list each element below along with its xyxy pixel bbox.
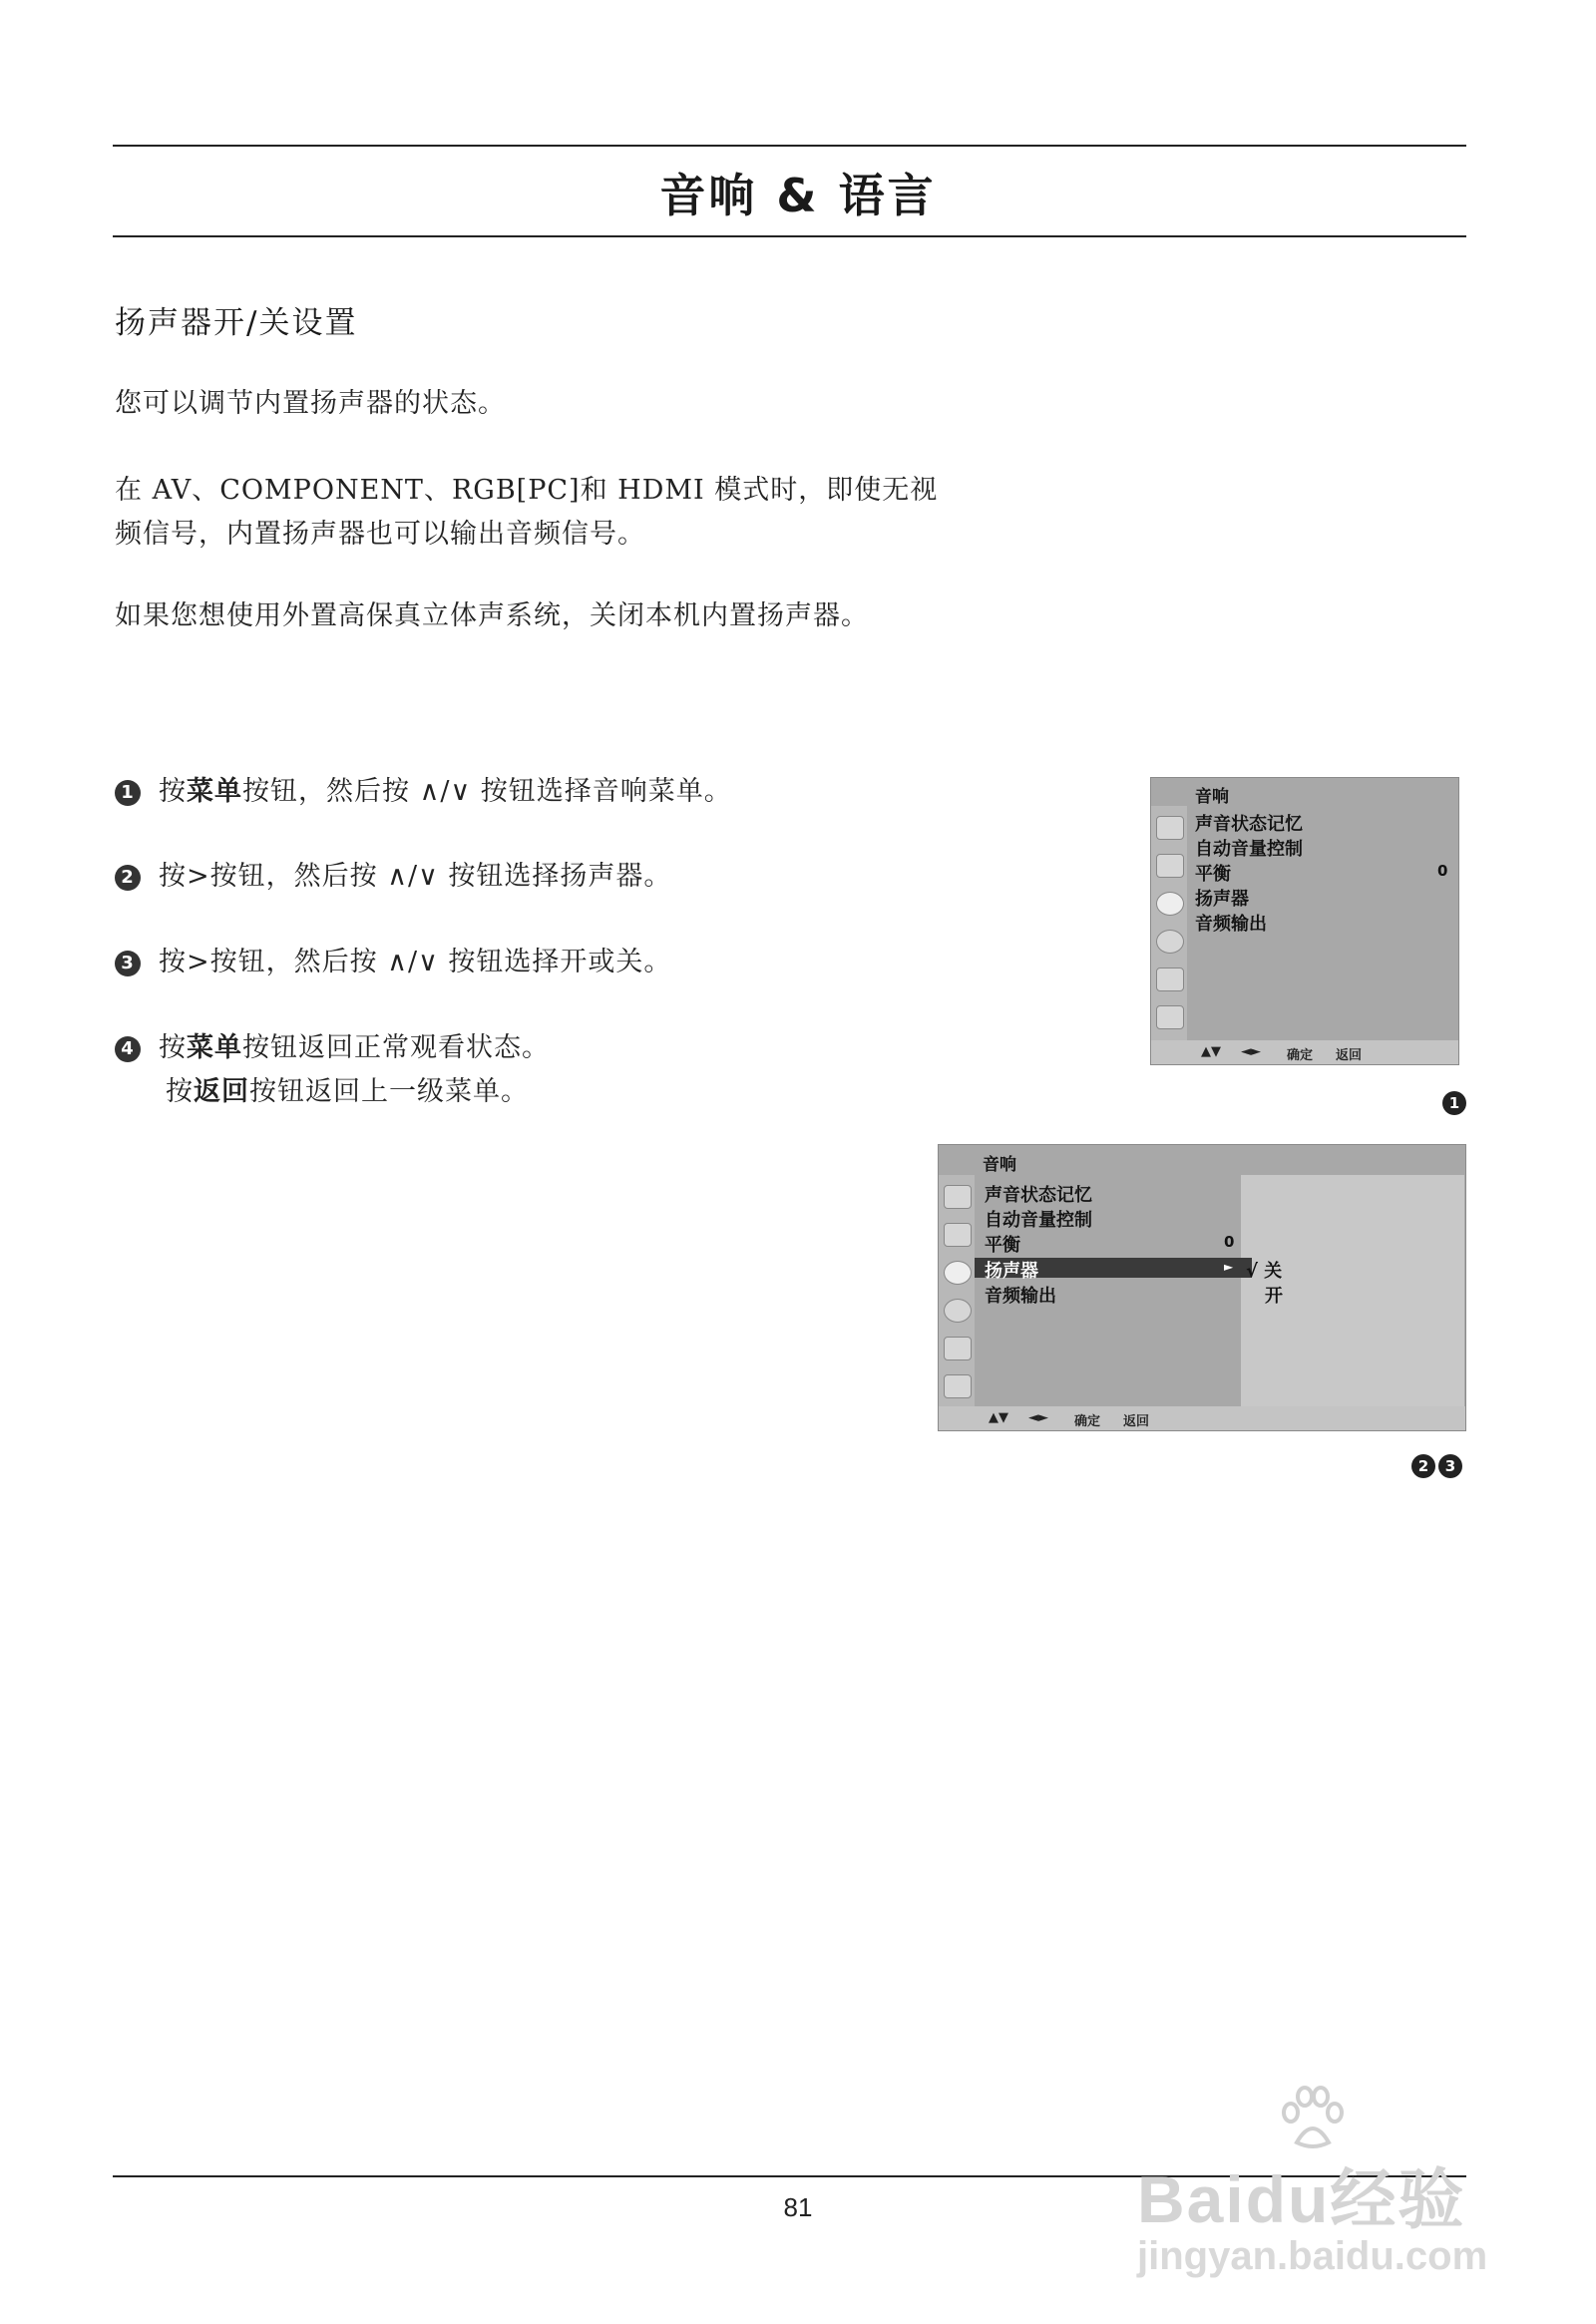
osd-item: 音频输出 [985,1286,1056,1307]
picture-icon [1156,816,1184,840]
step-text-post: 按钮返回正常观看状态。 [242,1032,550,1063]
step-number: 1 [115,780,141,806]
speaker-option-on: 开 [1265,1286,1283,1307]
page-title: 音响 & 语言 [659,169,937,222]
intro-paragraph: 您可以调节内置扬声器的状态。 [115,388,506,419]
osd-ok-label: 确定 [1074,1414,1101,1429]
step-number: 4 [115,1036,141,1062]
step-1 [115,770,732,814]
osd-ok-label: 确定 [1287,1048,1314,1063]
input-icon [944,1374,972,1398]
osd-item: 音频输出 [1195,914,1267,935]
title-underline [113,235,1466,237]
sound-icon [944,1261,972,1285]
balance-value: 0 [1437,862,1448,880]
watermark-url: jingyan.baidu.com [1137,2234,1488,2278]
osd-item: 扬声器 [1195,889,1249,910]
up-down-arrows: ▲▼ [989,1410,1008,1425]
baidu-watermark [1137,2085,1496,2294]
osd-item: 声音状态记忆 [985,1185,1092,1206]
lock-icon [944,1337,972,1360]
osd-item: 平衡 [1195,864,1231,885]
left-right-arrows: ◄► [1028,1410,1048,1425]
osd-menu-screenshot-2 [938,1144,1466,1431]
step-text: 按>按钮，然后按 ∧/∨ 按钮选择开或关。 [159,947,672,977]
step-text-pre: 按 [159,1032,187,1063]
figure-badge: 3 [1438,1454,1462,1478]
return-key-label: 返回 [194,1076,249,1107]
step-number: 3 [115,951,141,976]
screen-icon [944,1223,972,1247]
step-text-post: 按钮返回上一级菜单。 [249,1076,529,1107]
osd-item: 自动音量控制 [985,1210,1092,1231]
figure-2-3-label [1408,1454,1462,1478]
figure-1-label [1439,1091,1466,1115]
osd-item: 声音状态记忆 [1195,814,1303,835]
watermark-text: Baidu经验 [1137,2162,1466,2236]
osd-item-selected: 扬声器 [985,1261,1038,1282]
figure-badge: 2 [1411,1454,1435,1478]
menu-key-label: 菜单 [187,776,242,807]
sound-icon [1156,892,1184,916]
osd-icon-bar [939,1175,975,1406]
osd-item: 平衡 [985,1235,1020,1256]
section-heading: 扬声器开/关设置 [115,305,358,341]
step-text-pre: 按 [166,1076,194,1107]
submenu-arrow-icon: ► [1224,1260,1234,1274]
osd-footer [1151,1040,1458,1064]
step-number: 2 [115,865,141,891]
osd-title: 音响 [1195,787,1229,807]
step-text: 按>按钮，然后按 ∧/∨ 按钮选择扬声器。 [159,861,672,892]
lock-icon [1156,968,1184,991]
time-icon [944,1299,972,1323]
step-3 [115,941,671,984]
osd-menu-screenshot-1 [1150,777,1459,1065]
screen-icon [1156,854,1184,878]
osd-title: 音响 [983,1155,1016,1175]
top-rule [113,145,1466,147]
paw-logo-icon [1277,2085,1347,2154]
figure-badge: 1 [1442,1091,1466,1115]
step-4-line-2 [115,1070,550,1114]
osd-return-label: 返回 [1123,1414,1150,1429]
time-icon [1156,930,1184,954]
page-number: 81 [783,2192,813,2222]
up-down-arrows: ▲▼ [1201,1044,1221,1059]
step-text-pre: 按 [159,776,187,807]
osd-item: 自动音量控制 [1195,839,1303,860]
balance-value: 0 [1224,1233,1235,1251]
step-4 [115,1026,550,1114]
osd-icon-bar [1151,806,1187,1040]
mode-paragraph [115,469,938,557]
osd-footer [939,1406,1465,1430]
osd-return-label: 返回 [1336,1048,1363,1063]
external-speaker-paragraph: 如果您想使用外置高保真立体声系统，关闭本机内置扬声器。 [115,600,869,631]
mode-paragraph-line-1: 在 AV、COMPONENT、RGB[PC]和 HDMI 模式时，即使无视 [115,475,939,506]
step-2 [115,855,671,899]
left-right-arrows: ◄► [1241,1044,1261,1059]
step-text-post: 按钮，然后按 ∧/∨ 按钮选择音响菜单。 [242,776,732,807]
input-icon [1156,1005,1184,1029]
mode-paragraph-line-2: 频信号，内置扬声器也可以输出音频信号。 [115,519,645,550]
menu-key-label: 菜单 [187,1032,242,1063]
speaker-option-off: √ 关 [1246,1261,1283,1282]
picture-icon [944,1185,972,1209]
